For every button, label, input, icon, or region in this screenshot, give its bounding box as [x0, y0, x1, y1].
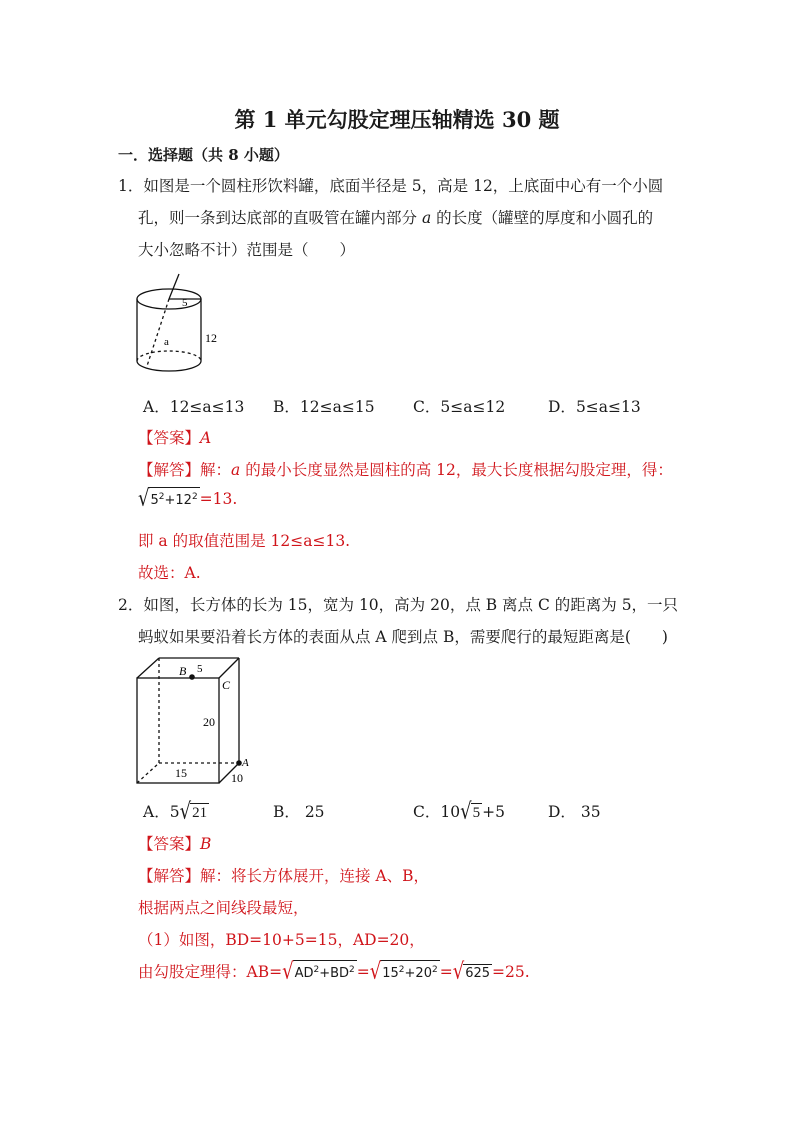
cylinder-bottom-back [137, 351, 201, 361]
q1-formula: $√5^2+12^2 =13$. [138, 485, 238, 512]
label-five: 5 [197, 663, 203, 675]
q2-choice-c[interactable]: C．10√5 +5 [413, 798, 505, 825]
sqrt-sign: √ [138, 485, 150, 512]
section-heading: 一．选择题（共 8 小题） [118, 146, 289, 164]
q1-range: 即 a 的取值范围是 12≤a≤13. [138, 532, 351, 550]
q1-line2: 孔，则一条到达底部的直吸管在罐内部分 a 的长度（罐壁的厚度和小圆孔的 [138, 209, 654, 227]
label-twenty: 20 [203, 715, 215, 729]
point-a-dot [236, 760, 242, 766]
q1-choice-c[interactable]: C．5≤a≤12 [413, 398, 506, 416]
label-ten: 10 [231, 771, 243, 785]
q2-line1: 2．如图，长方体的长为 15，宽为 10，高为 20，点 B 离点 C 的距离为 5，一只 [118, 596, 679, 614]
q2-solution-line1: 【解答】解：将长方体展开，连接 A、B， [138, 867, 430, 885]
q2-choice-a[interactable]: A．5√21 [143, 798, 208, 825]
cuboid-figure [135, 655, 260, 785]
q2-choice-d[interactable]: D． 35 [548, 803, 601, 821]
q1-line3: 大小忽略不计）范围是（ ） [138, 241, 356, 259]
q1-choice-b[interactable]: B．12≤a≤15 [273, 398, 375, 416]
q2-solution-line4: 由勾股定理得：$AB=√AD^2+BD^2 =√15^2+20^2 =√625 =25$. [138, 958, 530, 985]
page-title: 第 1 单元勾股定理压轴精选 30 题 [234, 107, 560, 132]
point-b-dot [189, 674, 195, 680]
q1-answer: 【答案】A [138, 429, 212, 447]
height-label: 12 [205, 331, 217, 345]
q2-answer: 【答案】B [138, 835, 212, 853]
q2-solution-line3: （1）如图，BD=10+5=15，AD=20， [138, 931, 425, 949]
q1-line1: 1．如图是一个圆柱形饮料罐，底面半径是 5，高是 12，上底面中心有一个小圆 [118, 177, 664, 195]
cylinder-bottom-front [137, 361, 201, 371]
label-c: C [222, 678, 231, 692]
label-fifteen: 15 [175, 766, 187, 780]
straw-outside [169, 274, 179, 299]
label-b: B [179, 664, 187, 678]
straw-label: a [164, 336, 169, 348]
q1-choice-d[interactable]: D．5≤a≤13 [548, 398, 641, 416]
q2-solution-line2: 根据两点之间线段最短， [138, 899, 309, 917]
q1-choice-a[interactable]: A．12≤a≤13 [143, 398, 245, 416]
q2-line2: 蚂蚁如果要沿着长方体的表面从点 A 爬到点 B，需要爬行的最短距离是( ) [138, 628, 668, 646]
q1-choose: 故选：A. [138, 564, 201, 582]
label-a: A [242, 757, 249, 769]
q1-solution-line1: 【解答】解：a 的最小长度显然是圆柱的高 12，最大长度根据勾股定理，得： [138, 461, 673, 479]
radius-label: 5 [182, 297, 188, 309]
cylinder-figure [135, 270, 245, 382]
q2-choice-b[interactable]: B． 25 [273, 803, 325, 821]
